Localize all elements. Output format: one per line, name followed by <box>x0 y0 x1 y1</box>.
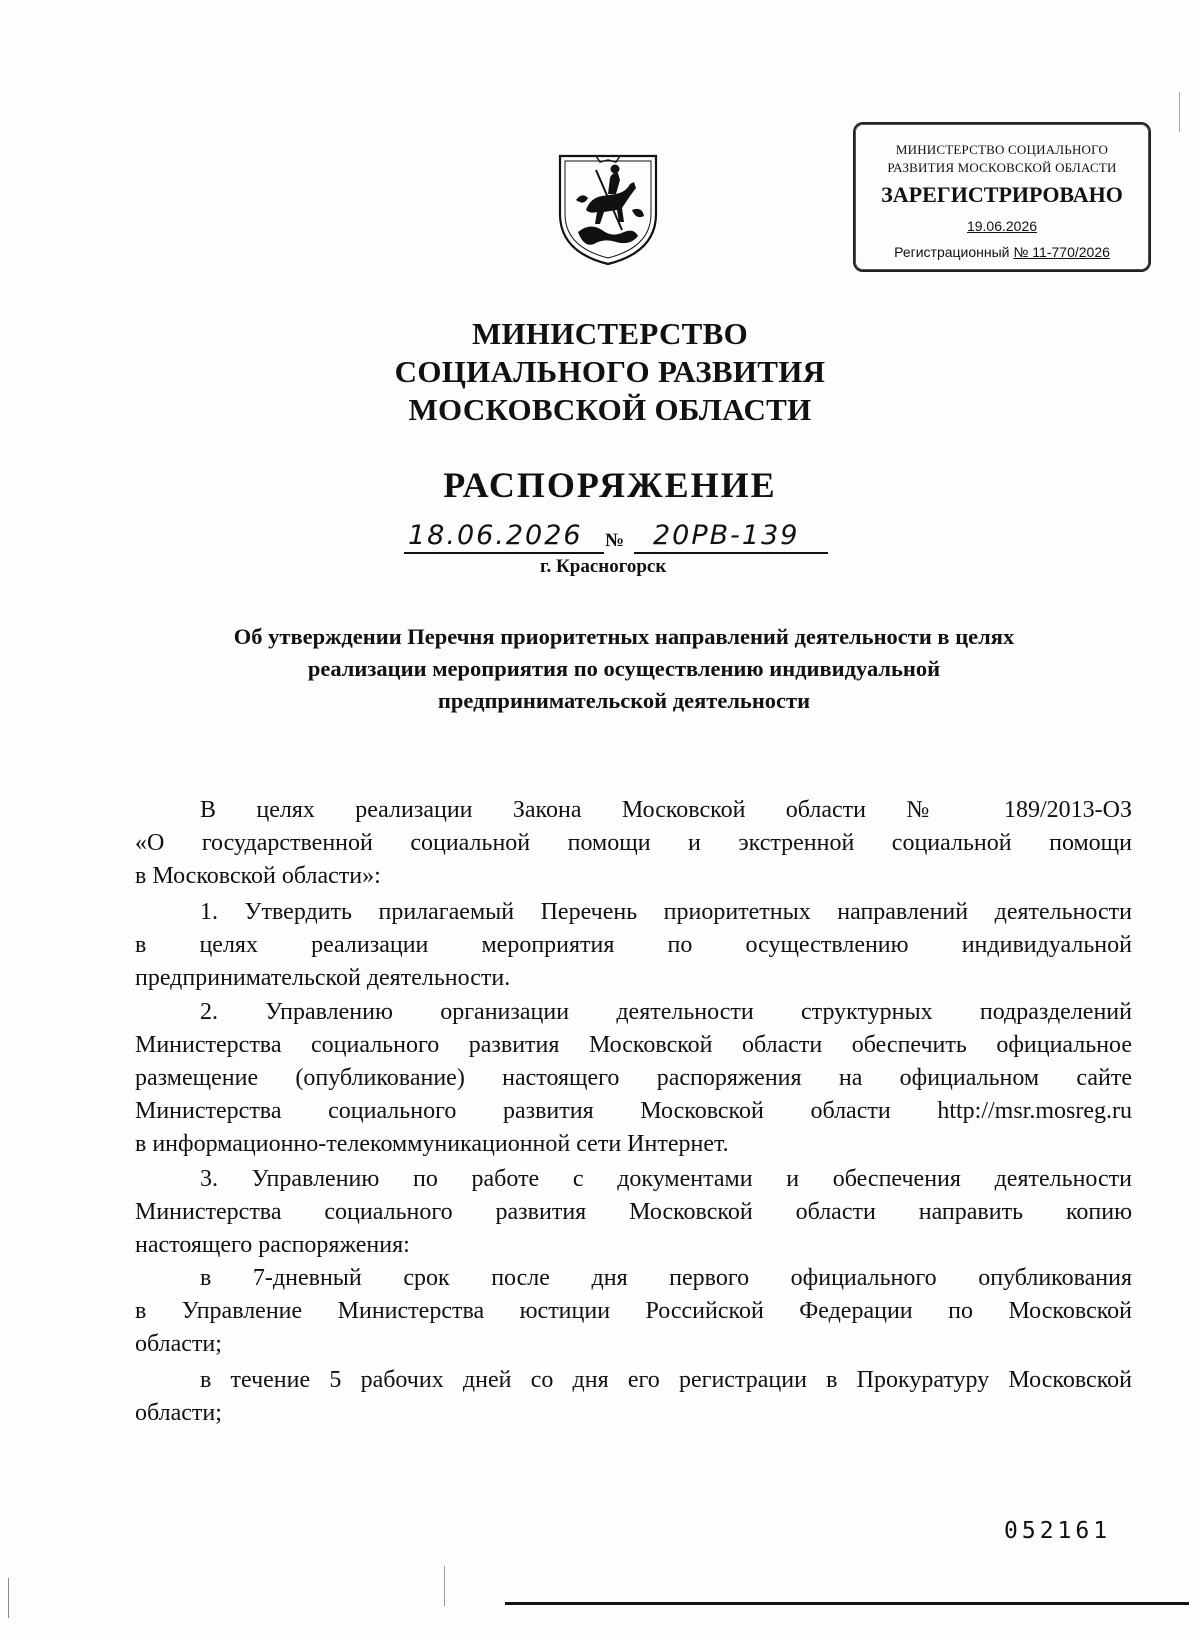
body-line: Министерства социального развития Московской области обеспечить официальное <box>135 1032 1132 1058</box>
body-line: Министерства социального развития Московской области http://msr.mosreg.ru <box>135 1098 1132 1124</box>
body-line: области; <box>135 1400 222 1426</box>
document-date: 18.06.2026 <box>408 520 583 551</box>
ministry-title-line-1: МИНИСТЕРСТВО <box>471 316 749 351</box>
body-line: в течение 5 рабочих дней со дня его регистрации в Прокуратуру Московской <box>200 1367 1132 1393</box>
body-line: в 7-дневный срок после дня первого официального опубликования <box>200 1265 1132 1291</box>
document-type: РАСПОРЯЖЕНИЕ <box>443 465 777 505</box>
page-code: 052161 <box>1004 1518 1112 1544</box>
body-line: настоящего распоряжения: <box>135 1232 410 1258</box>
stamp-date-line <box>855 218 1149 234</box>
body-line: размещение (опубликование) настоящего распоряжения на официальном сайте <box>135 1065 1132 1091</box>
body-line: в информационно-телекоммуникационной сети Интернет. <box>135 1131 729 1157</box>
body-line: в целях реализации мероприятия по осуществлению индивидуальной <box>135 932 1132 958</box>
body-line: в Управление Министерства юстиции Российской Федерации по Московской <box>135 1298 1132 1324</box>
body-line: 1. Утвердить прилагаемый Перечень приоритетных направлений деятельности <box>200 899 1132 925</box>
stamp-registration-line <box>855 244 1149 260</box>
date-underline <box>404 552 604 554</box>
subject-line: предпринимательской деятельности <box>437 688 811 713</box>
subject-line: Об утверждении Перечня приоритетных направлений деятельности в целях <box>233 624 1015 649</box>
body-line: В целях реализации Закона Московской области № 189/2013-ОЗ <box>200 797 1132 823</box>
body-line: области; <box>135 1331 222 1357</box>
number-underline <box>634 552 828 554</box>
coat-of-arms-icon <box>556 152 660 267</box>
registration-stamp <box>853 122 1151 272</box>
body-line: предпринимательской деятельности. <box>135 965 511 991</box>
ministry-title-line-2: СОЦИАЛЬНОГО РАЗВИТИЯ <box>394 354 826 389</box>
stamp-reg-label: Регистрационный <box>894 244 1010 260</box>
stamp-org-line-1: МИНИСТЕРСТВО СОЦИАЛЬНОГО <box>895 142 1109 157</box>
number-sign: № <box>605 530 625 551</box>
scan-artifact <box>444 1566 445 1606</box>
stamp-status: ЗАРЕГИСТРИРОВАНО <box>881 182 1123 207</box>
subject-line: реализации мероприятия по осуществлению индивидуальной <box>307 656 941 681</box>
body-line: «О государственной социальной помощи и экстренной социальной помощи <box>135 830 1132 856</box>
ministry-title-line-3: МОСКОВСКОЙ ОБЛАСТИ <box>408 392 812 427</box>
stamp-reg-number: № 11-770/2026 <box>1013 244 1110 260</box>
body-line: 2. Управлению организации деятельности структурных подразделений <box>200 999 1132 1025</box>
scan-artifact <box>8 1578 9 1618</box>
scan-artifact <box>1179 92 1180 132</box>
body-line: 3. Управлению по работе с документами и обеспечения деятельности <box>200 1166 1132 1192</box>
body-line: в Московской области»: <box>135 863 381 889</box>
stamp-org-line-2: РАЗВИТИЯ МОСКОВСКОЙ ОБЛАСТИ <box>887 160 1117 175</box>
document-number: 20РВ-139 <box>653 520 800 551</box>
stamp-date: 19.06.2026 <box>966 218 1038 234</box>
bottom-rule <box>505 1602 1189 1605</box>
body-line: Министерства социального развития Московской области направить копию <box>135 1199 1132 1225</box>
document-city: г. Красногорск <box>540 556 667 577</box>
